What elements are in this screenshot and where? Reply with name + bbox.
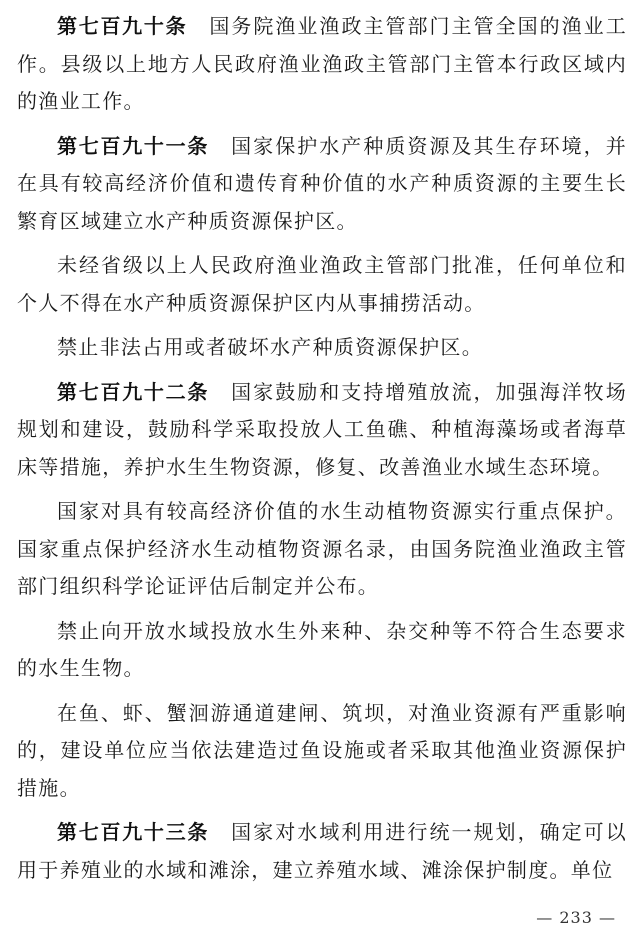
page-number: — 233 —	[536, 908, 616, 927]
article-heading: 第七百九十条	[57, 14, 188, 38]
article-792-para-2: 国家对具有较高经济价值的水生动植物资源实行重点保护。国家重点保护经济水生动植物资源名录，由国务院渔业渔政主管部门组织科学论证评估后制定并公布。	[17, 499, 627, 598]
article-790	[17, 8, 627, 121]
article-791	[17, 128, 627, 241]
article-text: 国务院渔业渔政主管部门主管全国的渔业工作。县级以上地方人民政府渔业渔政主管部门主管本行政区域内的渔业工作。	[17, 14, 628, 113]
article-791-para-2: 未经省级以上人民政府渔业渔政主管部门批准，任何单位和个人不得在水产种质资源保护区内从事捕捞活动。	[17, 253, 627, 315]
article-793	[17, 814, 627, 889]
article-heading: 第七百九十三条	[57, 820, 210, 844]
article-791-para-3: 禁止非法占用或者破坏水产种质资源保护区。	[57, 335, 483, 359]
article-heading: 第七百九十二条	[57, 379, 210, 404]
article-heading: 第七百九十一条	[57, 133, 210, 158]
article-792	[17, 374, 627, 487]
article-text: 国家鼓励和支持增殖放流，加强海洋牧场规划和建设，鼓励科学采取投放人工鱼礁、种植海藻场或者海草床等措施，养护水生生物资源，修复、改善渔业水域生态环境。	[17, 379, 628, 479]
article-text: 国家保护水产种质资源及其生存环境，并在具有较高经济价值和遗传育种价值的水产种质资源的主要生长繁育区域建立水产种质资源保护区。	[17, 133, 628, 233]
document-page	[17, 8, 627, 896]
article-792-para-3: 禁止向开放水域投放水生外来种、杂交种等不符合生态要求的水生生物。	[17, 618, 627, 680]
article-792-para-4: 在鱼、虾、蟹洄游通道建闸、筑坝，对渔业资源有严重影响的，建设单位应当依法建造过鱼设施或者采取其他渔业资源保护措施。	[17, 700, 627, 800]
article-text: 国家对水域利用进行统一规划，确定可以用于养殖业的水域和滩涂，建立养殖水域、滩涂保护制度。单位	[17, 820, 628, 882]
